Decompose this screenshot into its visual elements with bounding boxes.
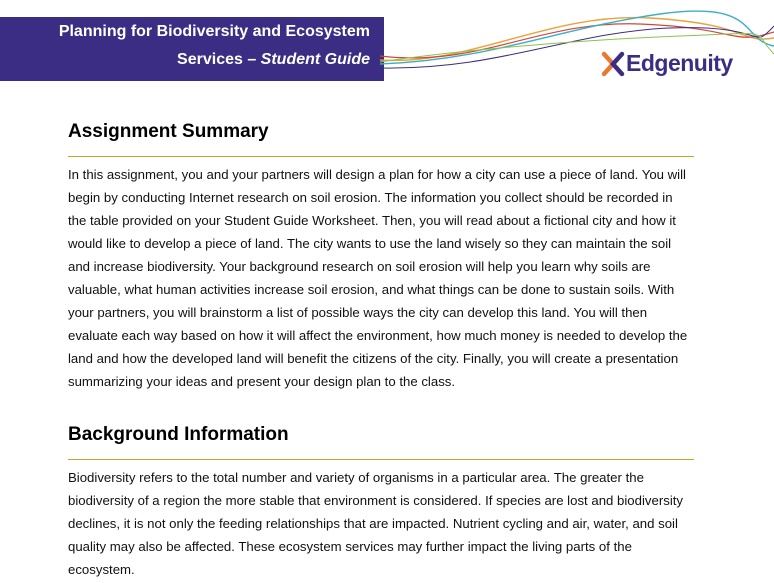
header-band <box>0 17 384 81</box>
assignment-summary-paragraph: In this assignment, you and your partners will design a plan for how a city can use a piece of land. You will begin by conducting Internet research on soil erosion. The information you collect should be recorded in the table provided on your Student Guide Worksheet. Then, you will read about a fictional city and how it would like to develop a piece of land. The city wants to use the land wisely so they can maintain the soil and increase biodiversity. Your background research on soil erosion will help you learn why soils are valuable, what human activities increase soil erosion, and what things can be done to sustain soils. With your partners, you will brainstorm a list of possible ways the city can develop this land. You will then evaluate each way based on how it will affect the environment, how much money is needed to develop the land and how the developed land will benefit the citizens of the city. Finally, you will create a presentation summarizing your ideas and present your design plan to the class. <box>68 167 688 389</box>
header-title-italic: Student Guide <box>260 51 370 68</box>
logo-text: Edgenuity <box>626 50 733 76</box>
edgenuity-x-icon <box>601 51 625 77</box>
assignment-summary-section <box>68 120 694 393</box>
header-title-line2 <box>177 51 370 69</box>
edgenuity-logo <box>601 50 733 77</box>
background-information-heading: Background Information <box>68 424 289 445</box>
section-divider <box>68 459 694 460</box>
assignment-summary-heading: Assignment Summary <box>68 121 269 142</box>
background-information-section <box>68 423 694 581</box>
background-information-paragraph: Biodiversity refers to the total number and variety of organisms in a particular area. The greater the biodiversity of a region the more stable that environment is considered. If species are lost and biodiversity declines, it is not only the feeding relationships that are impacted. Nutrient cycling and air, water, and soil quality may also be affected. These ecosystem services may further impact the living parts of the ecosystem. <box>68 470 684 577</box>
header-title-prefix: Services – <box>177 51 261 68</box>
header-title-line1: Planning for Biodiversity and Ecosystem <box>58 23 370 40</box>
section-divider <box>68 156 694 157</box>
